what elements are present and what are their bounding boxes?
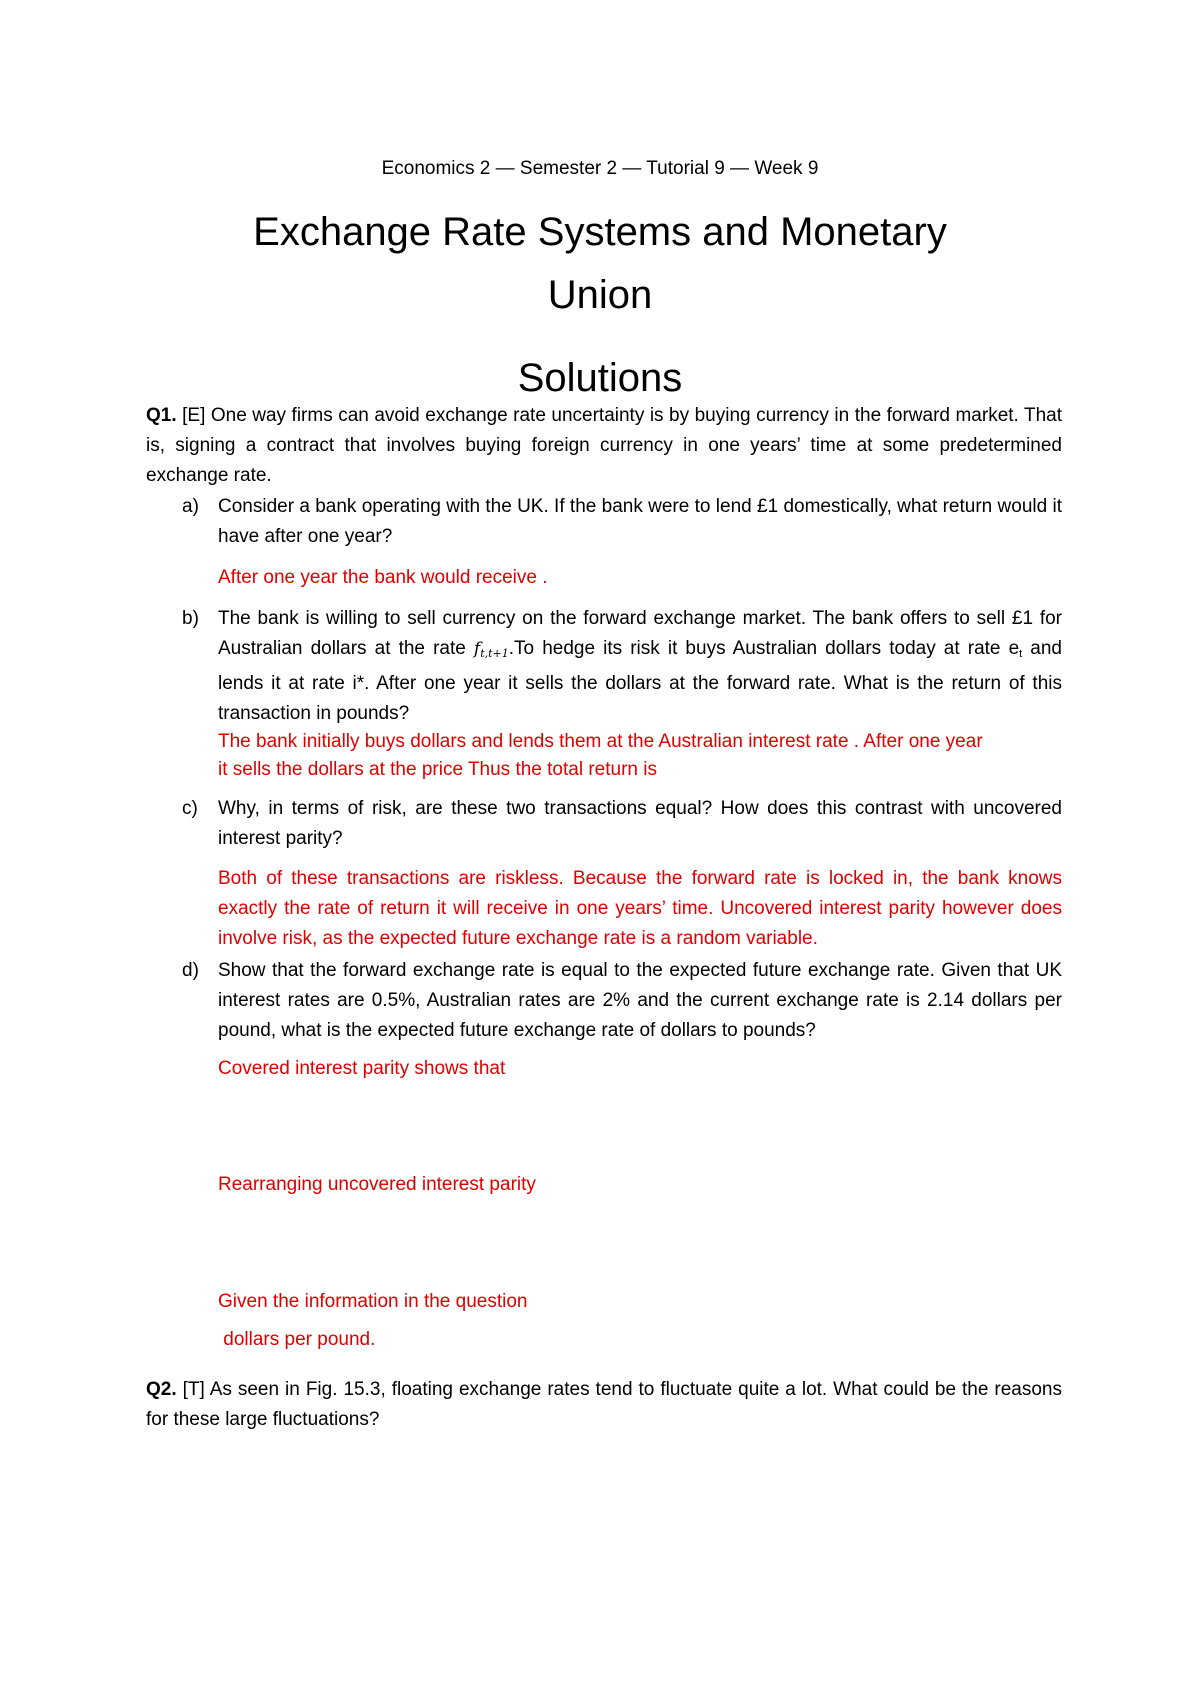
document-title-line2: Union bbox=[547, 273, 653, 317]
item-label-c: c) bbox=[182, 798, 198, 819]
question-1b-part1: The bank is willing to sell currency on the forward exchange market. The bank offers to sell £1 for Australian dollars at the rate bbox=[218, 608, 1062, 659]
item-label-b: b) bbox=[182, 608, 199, 629]
answer-1d-uncovered-parity: Rearranging uncovered interest parity bbox=[218, 1174, 536, 1195]
forward-rate-subscript: t,t+1 bbox=[480, 647, 509, 660]
question-1b-part3: and lends it at rate i*. After one year it sells the dollars at the forward rate. What is the return of this transaction in pounds? bbox=[218, 638, 1062, 724]
question-1a-text: Consider a bank operating with the UK. If the bank were to lend £1 domestically, what return would it have after one year? bbox=[218, 496, 1062, 547]
question-1-tag: [E] bbox=[182, 405, 206, 426]
answer-1d-result: dollars per pound. bbox=[218, 1329, 376, 1350]
answer-1d-covered-parity: Covered interest parity shows that bbox=[218, 1058, 506, 1079]
question-1d-text: Show that the forward exchange rate is equal to the expected future exchange rate. Given that UK interest rates are 0.5%, Australian rates are 2% and the current exchange rate is 2.14 dollars per pound, what is the expected future exchange rate of dollars to pounds? bbox=[218, 960, 1062, 1041]
question-2-text: As seen in Fig. 15.3, floating exchange rates tend to fluctuate quite a lot. What could be the reasons for these large fluctuations? bbox=[146, 1379, 1062, 1430]
course-header: Economics 2 — Semester 2 — Tutorial 9 — Week 9 bbox=[381, 158, 819, 179]
question-1c-text: Why, in terms of risk, are these two transactions equal? How does this contrast with uncovered interest parity? bbox=[218, 798, 1062, 849]
answer-1b-line1: The bank initially buys dollars and lends them at the Australian interest rate . After one year bbox=[218, 731, 983, 752]
answer-1c: Both of these transactions are riskless. Because the forward rate is locked in, the bank knows exactly the rate of return it will receive in one years’ time. Uncovered interest parity however does involve risk, as the expected future exchange rate is a random variable. bbox=[218, 868, 1062, 949]
item-label-a: a) bbox=[182, 496, 199, 517]
question-2-label: Q2. bbox=[146, 1379, 177, 1400]
answer-1a: After one year the bank would receive . bbox=[218, 567, 548, 588]
item-label-d: d) bbox=[182, 960, 199, 981]
question-1 bbox=[146, 401, 1062, 491]
question-1-text: One way firms can avoid exchange rate uncertainty is by buying currency in the forward market. That is, signing a contract that involves buying foreign currency in one years’ time at some predetermined exchange rate. bbox=[146, 405, 1062, 486]
question-1b-text bbox=[218, 604, 1062, 729]
question-2 bbox=[146, 1375, 1062, 1435]
answer-1b-line2: it sells the dollars at the price Thus the total return is bbox=[218, 759, 657, 780]
forward-rate-symbol bbox=[474, 639, 509, 659]
question-2-tag: [T] bbox=[182, 1379, 205, 1400]
spot-rate-subscript: t bbox=[1019, 648, 1023, 660]
document-title-line1: Exchange Rate Systems and Monetary bbox=[253, 210, 947, 254]
forward-rate-letter: f bbox=[473, 639, 481, 659]
question-1b-part2: .To hedge its risk it buys Australian dollars today at rate e bbox=[508, 638, 1020, 659]
answer-1d-given-info: Given the information in the question bbox=[218, 1291, 528, 1312]
question-1-label: Q1. bbox=[146, 405, 177, 426]
document-subtitle: Solutions bbox=[517, 356, 683, 400]
